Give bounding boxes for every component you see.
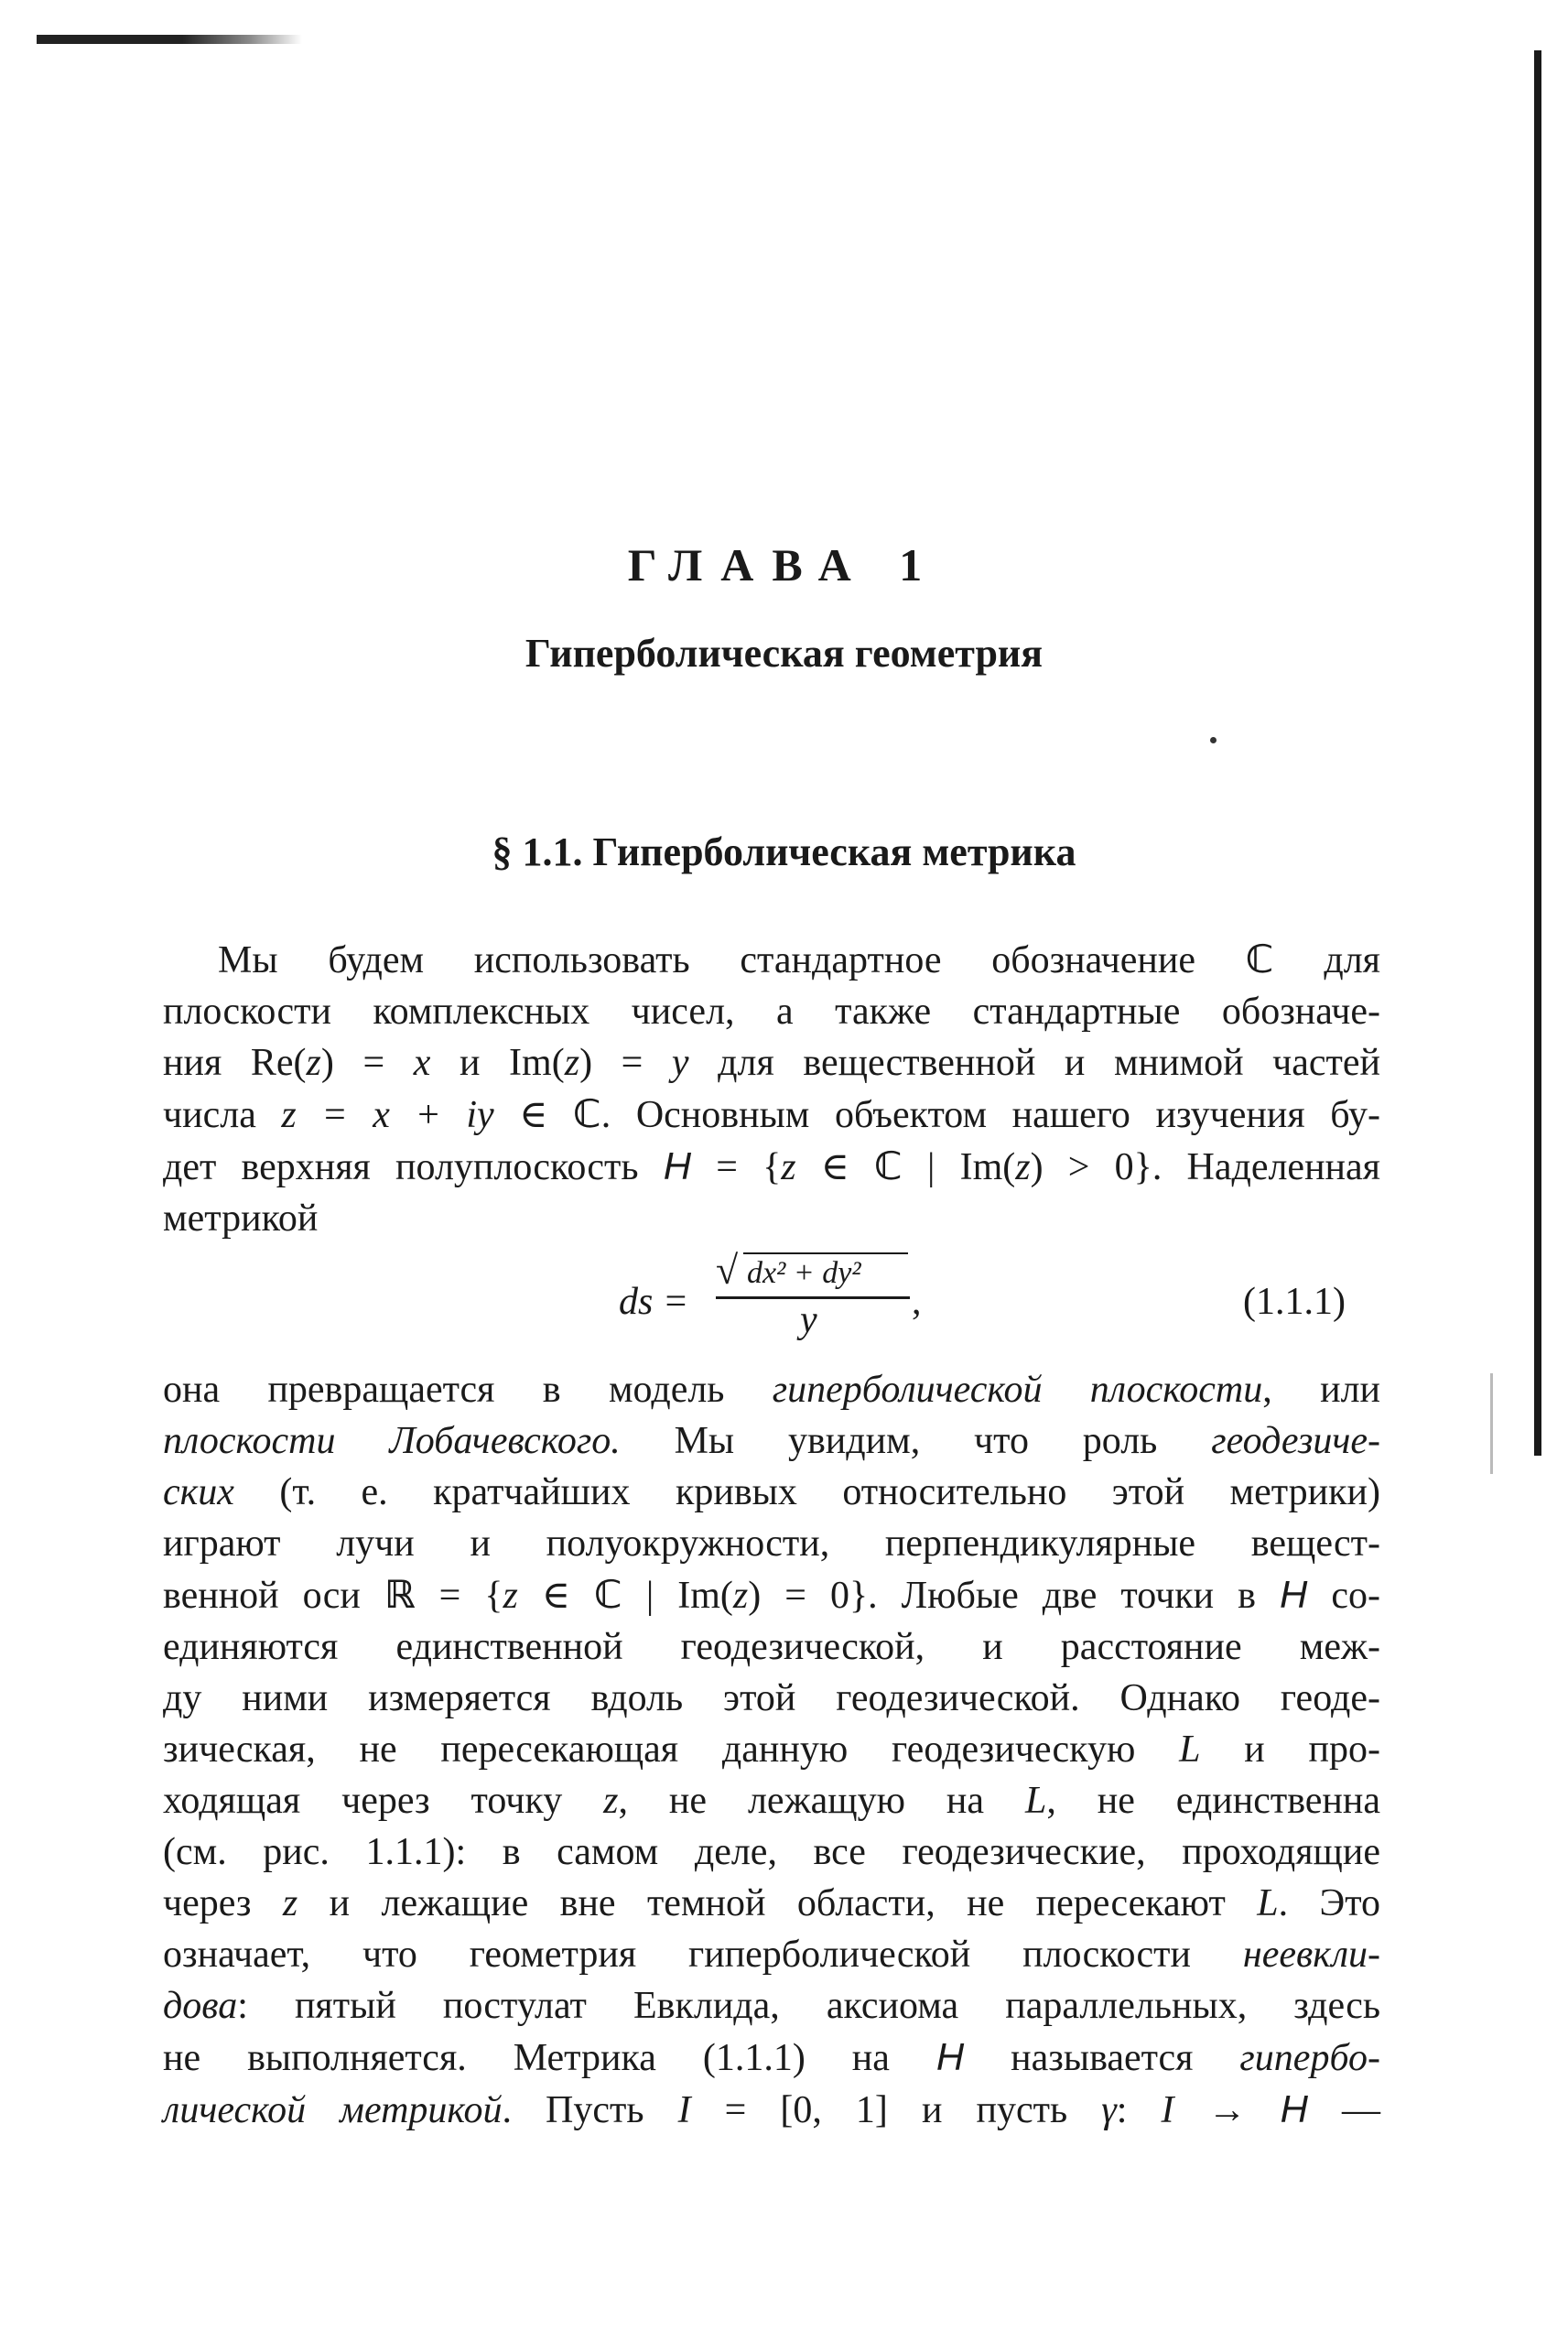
- text-line: метрикой: [163, 1198, 319, 1240]
- text-line: Мы будем использовать стандартное обозначение ℂ для: [218, 937, 1380, 981]
- text-line: означает, что геометрия гиперболической плоскости неевкли-: [163, 1934, 1380, 1976]
- text-line: (см. рис. 1.1.1): в самом деле, все геодезические, проходящие: [163, 1831, 1380, 1873]
- formula-lhs: ds =: [619, 1281, 689, 1323]
- sqrt-vinculum: [743, 1252, 908, 1254]
- text-line: лической метрикой. Пусть I = [0, 1] и пусть γ: I → H —: [163, 2087, 1381, 2131]
- text-line: плоскости Лобачевского. Мы увидим, что роль геодезиче-: [163, 1420, 1381, 1462]
- chapter-label: ГЛАВА 1: [627, 539, 941, 591]
- scan-edge-bar-faint: [1490, 1373, 1493, 1474]
- text-line: играют лучи и полуокружности, перпендикулярные вещест-: [163, 1523, 1380, 1565]
- text-line: через z и лежащие вне темной области, не пересекают L. Это: [163, 1882, 1381, 1924]
- scan-edge-mark: [37, 35, 302, 44]
- text-line: ходящая через точку z, не лежащую на L, не единственна: [163, 1780, 1381, 1822]
- sqrt-sign: √: [716, 1248, 739, 1293]
- text-line: плоскости комплексных чисел, а также стандартные обозначе-: [163, 991, 1380, 1033]
- formula-denominator: y: [800, 1299, 817, 1341]
- text-line: венной оси ℝ = {z ∈ ℂ | Im(z) = 0}. Любые две точки в H со-: [163, 1572, 1381, 1617]
- text-line: единяются единственной геодезической, и расстояние меж-: [163, 1626, 1380, 1668]
- text-line: дова: пятый постулат Евклида, аксиома параллельных, здесь: [163, 1985, 1380, 2027]
- paragraph-1: [163, 934, 1380, 1244]
- text-line: дет верхняя полуплоскость H = {z ∈ ℂ | Im(z) > 0}. Наделенная: [163, 1143, 1380, 1188]
- text-line: не выполняется. Метрика (1.1.1) на H называется гипербо-: [163, 2035, 1381, 2079]
- scan-dust-dot: [1210, 737, 1217, 743]
- equation-number: (1.1.1): [1243, 1281, 1346, 1323]
- text-line: она превращается в модель гиперболической плоскости, или: [163, 1369, 1380, 1411]
- section-title: § 1.1. Гиперболическая метрика: [492, 829, 1076, 874]
- paragraph-2: [163, 1364, 1380, 2136]
- chapter-title: Гиперболическая геометрия: [524, 631, 1044, 676]
- text-line: ских (т. е. кратчайших кривых относительно этой метрики): [163, 1471, 1380, 1513]
- scan-edge-bar: [1534, 50, 1541, 1456]
- text-line: ния Re(z) = x и Im(z) = y для вещественной и мнимой частей: [163, 1042, 1381, 1084]
- text-line: числа z = x + iy ∈ ℂ. Основным объектом нашего изучения бу-: [163, 1091, 1381, 1136]
- text-line: зическая, не пересекающая данную геодезическую L и про-: [163, 1729, 1380, 1771]
- text-line: ду ними измеряется вдоль этой геодезической. Однако геоде-: [163, 1677, 1380, 1719]
- formula-comma: ,: [912, 1281, 922, 1323]
